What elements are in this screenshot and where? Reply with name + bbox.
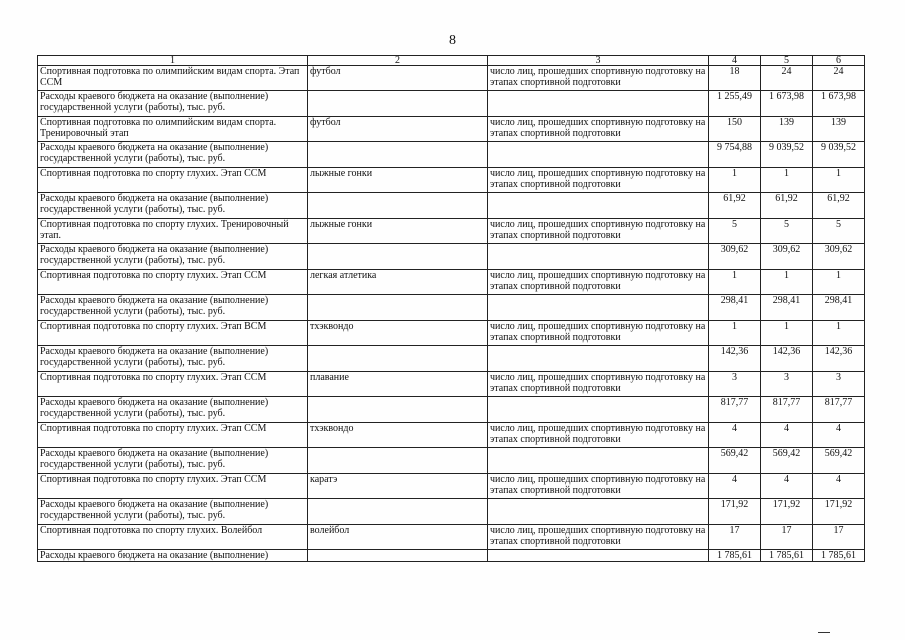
table-cell-col1: Расходы краевого бюджета на оказание (выполнение) государственной услуги (работы), тыс. руб. xyxy=(38,193,308,219)
table-row-expense xyxy=(38,346,865,372)
table-cell-col3: число лиц, прошедших спортивную подготовку на этапах спортивной подготовки xyxy=(488,474,709,499)
table-cell-col5: 1 785,61 xyxy=(761,550,813,562)
table-cell-col6: 142,36 xyxy=(813,346,865,372)
table-cell-col5: 5 xyxy=(761,219,813,244)
table-cell-col3 xyxy=(488,193,709,219)
table-row-expense xyxy=(38,193,865,219)
table-cell-col4: 18 xyxy=(709,66,761,91)
table-cell-col5: 24 xyxy=(761,66,813,91)
table-cell-col6: 9 039,52 xyxy=(813,142,865,168)
table-cell-col2: тхэквондо xyxy=(308,321,488,346)
table-cell-col4: 142,36 xyxy=(709,346,761,372)
table-cell-col5: 569,42 xyxy=(761,448,813,474)
table-cell-col5: 171,92 xyxy=(761,499,813,525)
table-cell-col5: 139 xyxy=(761,117,813,142)
table-cell-col4: 1 xyxy=(709,270,761,295)
page-number: 8 xyxy=(449,33,456,48)
table-cell-col3: число лиц, прошедших спортивную подготовку на этапах спортивной подготовки xyxy=(488,321,709,346)
table-cell-col3 xyxy=(488,91,709,117)
table-row-service xyxy=(38,321,865,346)
table-cell-col3: число лиц, прошедших спортивную подготовку на этапах спортивной подготовки xyxy=(488,117,709,142)
table-cell-col4: 1 xyxy=(709,168,761,193)
table-cell-col6: 4 xyxy=(813,423,865,448)
table-cell-col4: 1 785,61 xyxy=(709,550,761,562)
header-cell-3: 3 xyxy=(488,56,709,66)
table-cell-col2: тхэквондо xyxy=(308,423,488,448)
table-cell-col6: 139 xyxy=(813,117,865,142)
table-cell-col1: Расходы краевого бюджета на оказание (выполнение) государственной услуги (работы), тыс. руб. xyxy=(38,499,308,525)
table-row-expense xyxy=(38,448,865,474)
table-cell-col6: 4 xyxy=(813,474,865,499)
table-cell-col2 xyxy=(308,91,488,117)
table-cell-col4: 569,42 xyxy=(709,448,761,474)
table-cell-col6: 1 673,98 xyxy=(813,91,865,117)
table-cell-col5: 1 xyxy=(761,168,813,193)
table-cell-col3 xyxy=(488,295,709,321)
table-cell-col6: 817,77 xyxy=(813,397,865,423)
table-row-expense xyxy=(38,499,865,525)
table-row-service xyxy=(38,525,865,550)
table-row-expense xyxy=(38,91,865,117)
table-cell-col6: 5 xyxy=(813,219,865,244)
table-cell-col5: 9 039,52 xyxy=(761,142,813,168)
table-cell-col3: число лиц, прошедших спортивную подготовку на этапах спортивной подготовки xyxy=(488,168,709,193)
header-cell-2: 2 xyxy=(308,56,488,66)
table-cell-col4: 1 xyxy=(709,321,761,346)
table-row-service xyxy=(38,219,865,244)
table-cell-col4: 817,77 xyxy=(709,397,761,423)
header-cell-5: 5 xyxy=(761,56,813,66)
table-cell-col5: 1 xyxy=(761,321,813,346)
table-cell-col3: число лиц, прошедших спортивную подготовку на этапах спортивной подготовки xyxy=(488,270,709,295)
table-row-expense xyxy=(38,397,865,423)
table-row-service xyxy=(38,66,865,91)
table-cell-col2 xyxy=(308,346,488,372)
header-cell-1: 1 xyxy=(38,56,308,66)
table-cell-col6: 24 xyxy=(813,66,865,91)
table-cell-col6: 61,92 xyxy=(813,193,865,219)
table-cell-col1: Спортивная подготовка по спорту глухих. Этап ВСМ xyxy=(38,321,308,346)
table-cell-col2 xyxy=(308,397,488,423)
table-cell-col4: 4 xyxy=(709,474,761,499)
table-cell-col4: 171,92 xyxy=(709,499,761,525)
table-cell-col6: 17 xyxy=(813,525,865,550)
scan-mark xyxy=(818,632,830,633)
table-cell-col6: 569,42 xyxy=(813,448,865,474)
table-cell-col5: 4 xyxy=(761,423,813,448)
table-cell-col5: 17 xyxy=(761,525,813,550)
table-cell-col3: число лиц, прошедших спортивную подготовку на этапах спортивной подготовки xyxy=(488,66,709,91)
table-cell-col5: 298,41 xyxy=(761,295,813,321)
table-row-service xyxy=(38,270,865,295)
table-cell-col5: 1 xyxy=(761,270,813,295)
table-cell-col3 xyxy=(488,142,709,168)
table-cell-col4: 61,92 xyxy=(709,193,761,219)
table-cell-col2 xyxy=(308,550,488,562)
table-cell-col4: 17 xyxy=(709,525,761,550)
table-cell-col1: Спортивная подготовка по спорту глухих. Этап ССМ xyxy=(38,474,308,499)
table-cell-col2: футбол xyxy=(308,117,488,142)
table-row-service xyxy=(38,474,865,499)
table-row-service xyxy=(38,372,865,397)
table-cell-col4: 150 xyxy=(709,117,761,142)
table-cell-col5: 3 xyxy=(761,372,813,397)
table-cell-col5: 1 673,98 xyxy=(761,91,813,117)
table-cell-col6: 1 xyxy=(813,321,865,346)
table-cell-col2: лыжные гонки xyxy=(308,168,488,193)
table-cell-col4: 309,62 xyxy=(709,244,761,270)
table-row-expense xyxy=(38,295,865,321)
table-cell-col6: 1 xyxy=(813,168,865,193)
table-cell-col6: 1 785,61 xyxy=(813,550,865,562)
table-cell-col2: плавание xyxy=(308,372,488,397)
table-cell-col3: число лиц, прошедших спортивную подготовку на этапах спортивной подготовки xyxy=(488,219,709,244)
table-row-service xyxy=(38,117,865,142)
table-cell-col4: 4 xyxy=(709,423,761,448)
table-cell-col3 xyxy=(488,244,709,270)
table-cell-col3 xyxy=(488,499,709,525)
table-cell-col2: футбол xyxy=(308,66,488,91)
table-cell-col2: волейбол xyxy=(308,525,488,550)
table-cell-col3 xyxy=(488,397,709,423)
table-cell-col1: Расходы краевого бюджета на оказание (выполнение) государственной услуги (работы), тыс. руб. xyxy=(38,142,308,168)
header-cell-6: 6 xyxy=(813,56,865,66)
table-cell-col1: Расходы краевого бюджета на оказание (выполнение) государственной услуги (работы), тыс. руб. xyxy=(38,295,308,321)
table-row-service xyxy=(38,168,865,193)
table-cell-col2 xyxy=(308,193,488,219)
table-cell-col1: Расходы краевого бюджета на оказание (выполнение) государственной услуги (работы), тыс. руб. xyxy=(38,448,308,474)
table-cell-col6: 309,62 xyxy=(813,244,865,270)
table-cell-col3 xyxy=(488,346,709,372)
table-cell-col3: число лиц, прошедших спортивную подготовку на этапах спортивной подготовки xyxy=(488,525,709,550)
table-cell-col6: 298,41 xyxy=(813,295,865,321)
table-cell-col3 xyxy=(488,448,709,474)
table-cell-col6: 171,92 xyxy=(813,499,865,525)
table-cell-col1: Спортивная подготовка по спорту глухих. Волейбол xyxy=(38,525,308,550)
table-cell-col2 xyxy=(308,244,488,270)
table-row-expense xyxy=(38,550,865,562)
service-table xyxy=(37,55,865,562)
header-row xyxy=(38,56,865,66)
table-cell-col1: Спортивная подготовка по спорту глухих. Этап ССМ xyxy=(38,168,308,193)
table-cell-col2 xyxy=(308,295,488,321)
table-cell-col2: легкая атлетика xyxy=(308,270,488,295)
table-cell-col1: Расходы краевого бюджета на оказание (выполнение) xyxy=(38,550,308,562)
table-cell-col1: Спортивная подготовка по спорту глухих. Этап ССМ xyxy=(38,270,308,295)
table-cell-col4: 3 xyxy=(709,372,761,397)
table-cell-col6: 1 xyxy=(813,270,865,295)
table-cell-col4: 5 xyxy=(709,219,761,244)
table-cell-col1: Спортивная подготовка по олимпийским видам спорта. Тренировочный этап xyxy=(38,117,308,142)
table-cell-col1: Спортивная подготовка по спорту глухих. Этап ССМ xyxy=(38,372,308,397)
table-cell-col2: лыжные гонки xyxy=(308,219,488,244)
table-cell-col1: Расходы краевого бюджета на оказание (выполнение) государственной услуги (работы), тыс. руб. xyxy=(38,397,308,423)
table-cell-col4: 9 754,88 xyxy=(709,142,761,168)
table-row-service xyxy=(38,423,865,448)
table-cell-col2 xyxy=(308,142,488,168)
table-cell-col2 xyxy=(308,499,488,525)
table-cell-col5: 4 xyxy=(761,474,813,499)
table-cell-col1: Расходы краевого бюджета на оказание (выполнение) государственной услуги (работы), тыс. руб. xyxy=(38,346,308,372)
header-cell-4: 4 xyxy=(709,56,761,66)
table-cell-col5: 817,77 xyxy=(761,397,813,423)
table-cell-col3 xyxy=(488,550,709,562)
table-cell-col6: 3 xyxy=(813,372,865,397)
table-cell-col1: Расходы краевого бюджета на оказание (выполнение) государственной услуги (работы), тыс. руб. xyxy=(38,91,308,117)
table-cell-col3: число лиц, прошедших спортивную подготовку на этапах спортивной подготовки xyxy=(488,372,709,397)
table-cell-col5: 61,92 xyxy=(761,193,813,219)
table-row-expense xyxy=(38,244,865,270)
table-cell-col4: 1 255,49 xyxy=(709,91,761,117)
table-cell-col3: число лиц, прошедших спортивную подготовку на этапах спортивной подготовки xyxy=(488,423,709,448)
table-cell-col4: 298,41 xyxy=(709,295,761,321)
table-cell-col1: Спортивная подготовка по спорту глухих. Тренировочный этап. xyxy=(38,219,308,244)
table-cell-col2: каратэ xyxy=(308,474,488,499)
table-row-expense xyxy=(38,142,865,168)
table-cell-col1: Спортивная подготовка по спорту глухих. Этап ССМ xyxy=(38,423,308,448)
table-cell-col2 xyxy=(308,448,488,474)
table-cell-col5: 309,62 xyxy=(761,244,813,270)
table-cell-col5: 142,36 xyxy=(761,346,813,372)
table-cell-col1: Расходы краевого бюджета на оказание (выполнение) государственной услуги (работы), тыс. руб. xyxy=(38,244,308,270)
table-cell-col1: Спортивная подготовка по олимпийским видам спорта. Этап ССМ xyxy=(38,66,308,91)
